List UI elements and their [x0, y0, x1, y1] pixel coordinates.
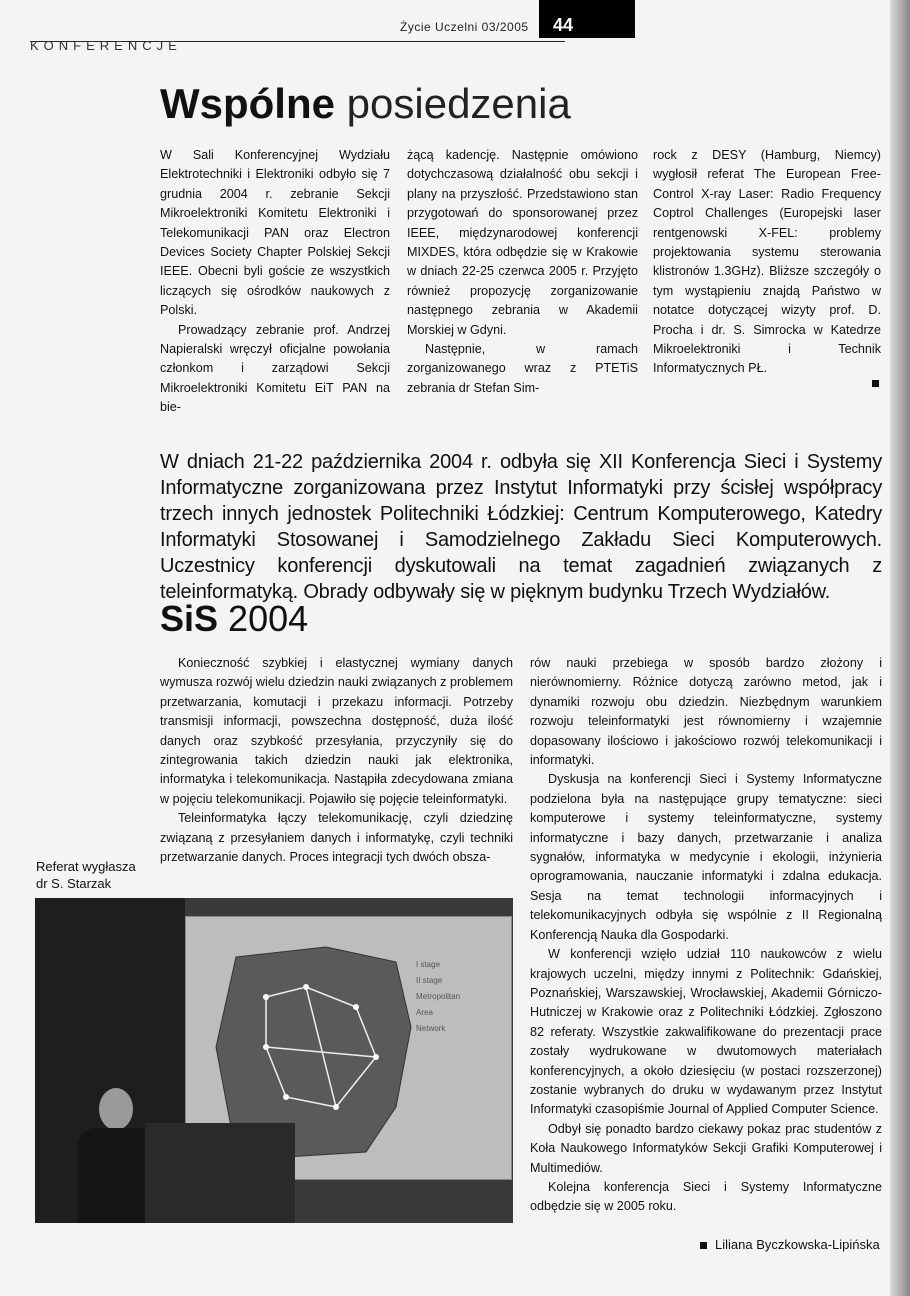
journal-name: Życie Uczelni 03/2005 — [400, 20, 529, 34]
photo-caption: Referat wygłasza dr S. Starzak — [36, 859, 136, 891]
page-number: 44 — [539, 0, 635, 38]
paragraph: rock z DESY (Hamburg, Niemcy) wygłosił referat The European Free-Control X-ray Laser: Radio Frequency Coptrol Challenges (Europejski laser rentgenowski X-FEL: problemy projektowania systemu sterowania klistronów 1.3GHz). Bliższe szczegóły o tym wystąpieniu znajdą Państwo w notatce dotyczącej wizyty prof. D. Procha i dr. S. Simrocka w Katedrze Mikroelektroniki i Technik Informatycznych PŁ. — [653, 148, 881, 376]
article1-column-3 — [653, 146, 881, 379]
paragraph: Kolejna konferencja Sieci i Systemy Informatyczne odbędzie się w 2005 roku. — [530, 1179, 882, 1214]
article1-column-1 — [160, 146, 390, 418]
author-signature: Liliana Byczkowska-Lipińska — [700, 1237, 880, 1252]
podium — [145, 1123, 295, 1223]
paragraph: żącą kadencję. Następnie omówiono dotychczasową działalność obu sekcji i plany na przyszłość. Przedstawiono stan przygotowań do sponsorowanej przez IEEE, międzynarodowej konferencji MIXDES, która odbędzie się w Krakowie w dniach 22-25 czerwca 2005 r. Przyjęto również propozycję zorganizowanie następnego zebrania w Akademii Morskiej w Gdyni. — [407, 148, 638, 337]
map-legend: I stage II stage Metropolitan Area Network — [416, 960, 461, 1033]
end-mark-icon — [872, 380, 879, 387]
paragraph: Teleinformatyka łączy telekomunikację, czyli dziedzinę związaną z przesyłaniem danych i informatykę, czyli techniki przetwarzanie danych. Proces integracji tych dwóch obsza- — [160, 811, 513, 865]
page-edge-shadow — [890, 0, 910, 1296]
section-label: KONFERENCJE — [30, 38, 182, 53]
paragraph: Konieczność szybkiej i elastycznej wymiany danych wymusza rozwój wielu dziedzin nauki związanych z problemem przetwarzania, komutacji i przekazu informacji. Potrzeby transmisji informacji, powszechna dostępność, duża ilość danych oraz szybkość przesyłania, przyczyniły się do zintegrowania takich dziedzin nauki jak elektronika, informatyka i telekomunikacja. Nastąpiła zdecydowana zmiana w pojęciu telekomunikacji. Pojawiło się pojęcie teleinformatyki. — [160, 656, 513, 806]
paragraph: Odbył się ponadto bardzo ciekawy pokaz prac studentów z Koła Naukowego Informatyków Sekcji Grafiki Komputerowej i Multimediów. — [530, 1121, 882, 1175]
lead-paragraph: W dniach 21-22 października 2004 r. odbyła się XII Konferencja Sieci i Systemy Informatyczne zorganizowana przez Instytut Informatyki przy ścisłej współpracy trzech innych jednostek Politechniki Łódzkiej: Centrum Komputerowego, Katedry Informatyki Stosowanej i Samodzielnego Zakładu Sieci Komputerowych. Uczestnicy konferencji dyskutowali na temat zagadnień związanych z teleinformatyką. Obrady odbywały się w pięknym budynku Trzech Wydziałów. — [160, 451, 882, 603]
paragraph: Prowadzący zebranie prof. Andrzej Napieralski wręczył oficjalne powołania członkom i zarządowi Sekcji Mikroelektroniki Komitetu EiT PAN na bie- — [160, 322, 390, 415]
paragraph: W Sali Konferencyjnej Wydziału Elektrotechniki i Elektroniki odbyło się 7 grudnia 2004 r. zebranie Sekcji Mikroelektroniki Komitetu Elektroniki i Telekomunikacji PAN oraz Electron Devices Society Chapter Polskiej Sekcji IEEE. Obecni byli goście ze wszystkich liczących się ośrodków naukowych z Polski. — [160, 148, 390, 318]
article1-column-2 — [407, 146, 638, 398]
article2-title: SiS 2004 — [160, 598, 309, 639]
article1-title: Wspólne posiedzenia — [160, 80, 571, 127]
paragraph: Dyskusja na konferencji Sieci i Systemy Informatyczne podzielona była na następujące grupy tematyczne: sieci komputerowe i systemy teleinformatyczne, systemy informatyczne i bazy danych, przetwarzanie i analiza sygnałów, informatyka w medycynie i ekologii, inżynieria oprogramowania, nauczanie informatyki i zdalna edukacja. Sesja na temat technologii informacyjnych i telekomunikacyjnych odbyła się wspólnie z II Regionalną Konferencją Nauka dla Gospodarki. — [530, 772, 882, 942]
paragraph: W konferencji wzięło udział 110 naukowców z wielu krajowych uczelni, między innymi z Politechnik: Gdańskiej, Poznańskiej, Warszawskiej, Wrocławskiej, Akademii Górniczo-Hutniczej w Krakowie oraz z Politechniki Łódzkiej. Zgłoszono 82 referaty. Wszystkie zakwalifikowane do prezentacji prace zostały wydrukowane w dwutomowych materiałach konferencyjnych, a około dziesięciu (w postaci rozszerzonej) zostanie wybranych do druku w wydawanym przez Instytut Informatyki czasopiśmie Journal of Applied Computer Science. — [530, 947, 882, 1117]
article2-column-right — [530, 654, 882, 1217]
article2-column-left — [160, 654, 513, 867]
conference-photo — [35, 898, 513, 1223]
paragraph: Następnie, w ramach zorganizowanego wraz z PTETiS zebrania dr Stefan Sim- — [407, 342, 638, 395]
bullet-icon — [700, 1242, 707, 1249]
paragraph: rów nauki przebiega w sposób bardzo złożony i nierównomierny. Różnice dotyczą zarówno metod, jak i dynamiki rozwoju obu dziedzin. Niezbędnym warunkiem rozwoju teleinformatyki jest równomierny i wzajemnie dopasowany ilościowo i jakościowo rozwój telekomunikacji i informatyki. — [530, 656, 882, 768]
